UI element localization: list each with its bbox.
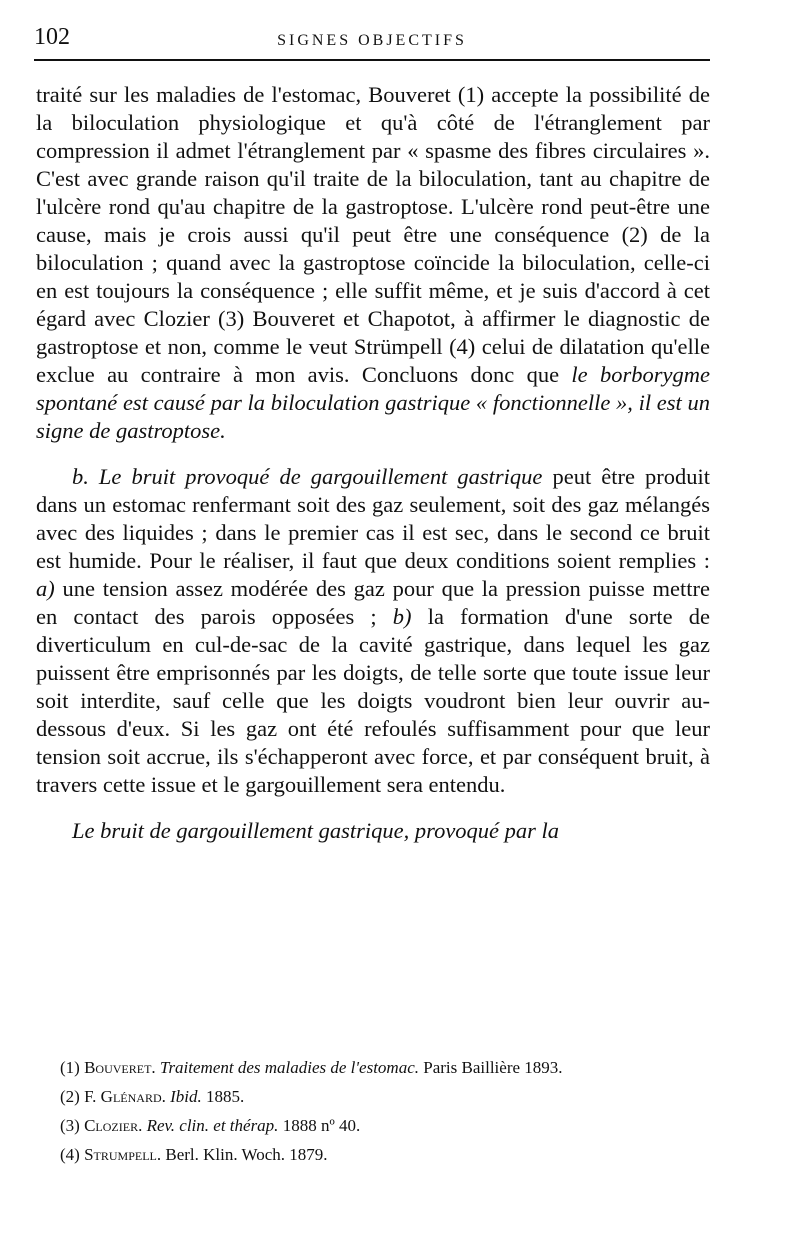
footnote-work: Ibid. [170,1087,202,1106]
running-head: SIGNES OBJECTIFS [277,32,467,49]
footnote-work: Traitement des maladies de l'estomac. [159,1058,419,1077]
footnote-number: (1) [60,1058,80,1077]
footnote-rest: Berl. Klin. Woch. 1879. [165,1145,328,1164]
footnote-number: (4) [60,1145,80,1164]
paragraph-2 [36,463,710,799]
paragraph-1-text: traité sur les maladies de l'estomac, Bouveret (1) accepte la possibilité de la biloculation physiologique et qu'à côté de l'étranglement par compression il admet l'étranglement par « spasme des fibres circulaires ». C'est avec grande raison qu'il traite de la biloculation, tant au chapitre de l'ulcère rond qu'au chapitre de la gastroptose. L'ulcère rond peut-être une cause, mais je crois aussi qu'il peut être une conséquence (2) de la biloculation ; quand avec la gastroptose coïncide la biloculation, celle-ci en est toujours la conséquence ; elle suffit même, et je suis d'accord à cet égard avec Clozier (3) Bouveret et Chapotot, à affirmer le diagnostic de gastroptose et non, comme le veut Strümpell (4) celui de dilatation qu'elle exclue au contraire à mon avis. Concluons donc que [36,82,710,387]
page-header [34,22,710,56]
paragraph-1 [36,81,710,445]
footnote-number: (2) [60,1087,80,1106]
footnote-author: Bouveret. [84,1058,156,1077]
footnote-author: Strumpell. [84,1145,162,1164]
paragraph-2-text-a: peut être produit dans un estomac renfermant soit des gaz seulement, soit des gaz mélangés avec des liquides ; dans le premier cas il est sec, dans le second ce bruit est humide. Pour le réaliser, il faut que deux conditions soient remplies : [36,464,710,573]
footnote-author: F. Glénard. [84,1087,166,1106]
header-rule [34,59,710,61]
footnote-rest: 1888 nº 40. [282,1116,361,1135]
paragraph-2-text-c: la formation d'une sorte de diverticulum en cul-de-sac de la cavité gastrique, dans lequel les gaz puissent être emprisonnés par les doigts, de telle sorte que toute issue leur soit interdite, sauf celle que les doigts voudront bien leur ouvrir au-dessous d'eux. Si les gaz ont été refoulés suffisamment pour que leur tension soit accrue, ils s'échapperont avec force, et par conséquent bruit, à travers cette issue et le gargouillement sera entendu. [36,604,710,797]
footnote-4 [36,1145,710,1165]
footnotes [36,1058,710,1174]
footnote-author: Clozier. [84,1116,143,1135]
paragraph-2-heading: b. Le bruit provoqué de gargouillement gastrique [72,464,543,489]
page-number: 102 [34,24,70,50]
paragraph-2-marker-b: b) [392,604,412,629]
footnote-3 [36,1116,710,1136]
body-text [36,81,710,845]
footnote-rest: 1885. [206,1087,245,1106]
paragraph-2-text-b: une tension assez modérée des gaz pour que la pression puisse mettre en contact des parois opposées ; [36,576,710,629]
paragraph-3: Le bruit de gargouillement gastrique, provoqué par la [72,818,560,843]
footnote-rest: Paris Baillière 1893. [423,1058,563,1077]
footnote-1 [36,1058,710,1078]
footnote-number: (3) [60,1116,80,1135]
paragraph-2-marker-a: a) [36,576,55,601]
paragraph-1-conclusion: le borborygme spontané est causé par la biloculation gastrique « fonctionnelle », il est un signe de gastroptose. [36,362,710,443]
footnote-work: Rev. clin. et thérap. [146,1116,279,1135]
footnote-2 [36,1087,710,1107]
